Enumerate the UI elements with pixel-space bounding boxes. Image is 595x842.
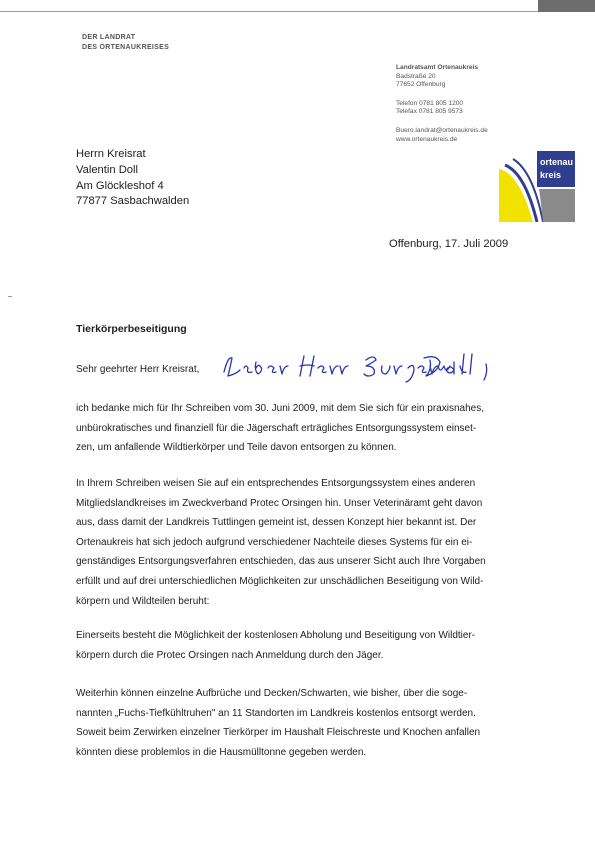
paragraph-line: könnten diese problemlos in die Hausmülltonne gegeben werden. xyxy=(76,746,367,758)
paragraph-line: Einerseits besteht die Möglichkeit der kostenlosen Abholung und Beseitigung von Wildtier- xyxy=(76,630,476,641)
paragraph-4 xyxy=(76,684,520,762)
sender-city: 77652 Offenburg xyxy=(396,81,446,89)
paragraph-line: zen, um anfallende Wildtierkörper und Teile davon entsorgen zu können. xyxy=(76,442,397,454)
logo-text-1: ortenau xyxy=(540,157,574,167)
recipient-line: Herrn Kreisrat xyxy=(76,148,146,160)
sender-name: Landratsamt Ortenaukreis xyxy=(396,64,479,71)
sender-email: Buero.landrat@ortenaukreis.de xyxy=(396,126,488,134)
letterhead-line-2: DES ORTENAUKREISES xyxy=(82,44,170,51)
paragraph-line: genständiges Entsorgungsverfahren entschieden, das aus unserer Sicht auch Ihre Vorgaben xyxy=(76,556,486,568)
ortenaukreis-logo xyxy=(499,151,575,222)
recipient-address xyxy=(76,147,189,210)
letter-date: Offenburg, 17. Juli 2009 xyxy=(389,238,509,250)
paragraph-line: Mitgliedslandkreises im Zweckverband Protec Orsingen hin. Unser Veterinäramt geht davon xyxy=(76,497,483,509)
paragraph-line: unbürokratisches und finanziell für die Jägerschaft erträgliches Entsorgungssystem einset- xyxy=(76,422,477,434)
recipient-line: 77877 Sasbachwalden xyxy=(76,195,190,208)
letter-subject: Tierkörperbeseitigung xyxy=(76,323,187,335)
sender-block xyxy=(396,64,516,144)
paragraph-line: körpern und Wildteilen beruht: xyxy=(76,595,210,607)
logo-gray-shape xyxy=(539,189,575,222)
paragraph-line: Soweit beim Zerwirken einzelner Tierkörper im Haushalt Fleischreste und Knochen anfallen xyxy=(76,727,481,739)
paragraph-line: ich bedanke mich für Ihr Schreiben vom 30. Juni 2009, mit dem Sie sich für ein praxisnahes, xyxy=(76,403,484,414)
sender-fax: Telefax 0781 805 9573 xyxy=(396,108,463,116)
salutation: Sehr geehrter Herr Kreisrat, xyxy=(76,364,200,375)
logo-text-2: kreis xyxy=(540,170,562,180)
paragraph-line: erfüllt und auf drei unterschiedlichen Möglichkeiten zur unschädlichen Beseitigung von Wild- xyxy=(76,575,484,587)
margin-mark xyxy=(8,296,12,297)
paragraph-line: Weiterhin können einzelne Aufbrüche und Decken/Schwarten, wie bisher, über die soge- xyxy=(76,688,468,699)
letterhead-line-1: DER LANDRAT xyxy=(82,34,136,41)
paragraph-line: aus, dass damit der Landkreis Tuttlingen gemeint ist, dessen Konzept hier bekannt ist. Der xyxy=(76,517,477,529)
paragraph-line: Ortenaukreis hat sich jedoch aufgrund verschiedener Nachteile dieses Systems für ein ei- xyxy=(76,536,473,548)
paragraph-2 xyxy=(76,474,520,611)
paragraph-line: In Ihrem Schreiben weisen Sie auf ein entsprechendes Entsorgungssystem eines anderen xyxy=(76,478,476,489)
top-corner-block xyxy=(538,0,595,12)
paragraph-1 xyxy=(76,399,520,458)
top-rule xyxy=(0,11,538,12)
paragraph-3 xyxy=(76,626,520,665)
paragraph-line: körpern durch die Protec Orsingen nach Anmeldung durch den Jäger. xyxy=(76,649,384,661)
recipient-line: Valentin Doll xyxy=(76,163,138,176)
sender-phone: Telefon 0781 805 1200 xyxy=(396,99,464,107)
paragraph-line: nannten „Fuchs-Tiefkühltruhen" an 11 Standorten im Landkreis kostenlos entsorgt werden. xyxy=(76,707,476,719)
letterhead xyxy=(82,33,169,53)
sender-web: www.ortenaukreis.de xyxy=(396,135,458,143)
recipient-line: Am Glöckleshof 4 xyxy=(76,179,164,192)
sender-street: Badstraße 20 xyxy=(396,72,436,80)
handwritten-greeting xyxy=(218,350,494,384)
